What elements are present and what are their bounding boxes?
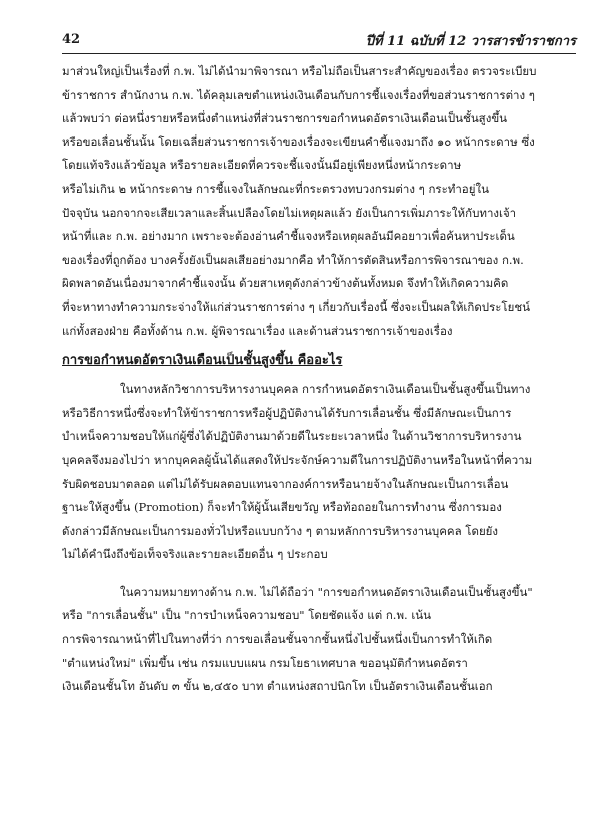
page-header — [0, 0, 600, 60]
text-line: ฐานะให้สูงขึ้น (Promotion) ก็จะทำให้ผู้นั้นเสียขวัญ หรือท้อถอยในการทำงาน ซึ่งการมอง — [62, 500, 502, 515]
text-line: บุคคลจึงมองไปว่า หากบุคคลผู้นั้นได้แสดงให้ประจักษ์ความดีในการปฏิบัติงานหรือในหน้าที่ความ — [62, 452, 533, 467]
running-head: ปีที่ 11 ฉบับที่ 12 วารสารข้าราชการ — [365, 34, 576, 49]
page-number: 42 — [62, 32, 81, 47]
text-line: การพิจารณาหน้าที่ไปในทางที่ว่า การขอเลื่อนชั้นจากชั้นหนึ่งไปชั้นหนึ่งเป็นการทำให้เกิด — [62, 632, 493, 647]
text-line: ไม่ได้คำนึงถึงข้อเท็จจริงและรายละเอียดอื่น ๆ ประกอบ — [62, 547, 328, 562]
text-line: รับผิดชอบมาตลอด แต่ไม่ได้รับผลตอบแทนจากองค์การหรือนายจ้างในลักษณะเป็นการเลื่อน — [62, 476, 509, 491]
page-body — [62, 60, 576, 699]
text-line: แล้วพบว่า ต่อหนึ่งรายหรือหนึ่งตำแหน่งที่ส่วนราชการขอกำหนดอัตราเงินเดือนเป็นชั้นสูงขึ้น — [62, 111, 508, 126]
text-line: ที่จะหาทางทำความกระจ่างให้แก่ส่วนราชการต่าง ๆ เกี่ยวกับเรื่องนี้ ซึ่งจะเป็นผลให้เกิดประโยชน์ — [62, 299, 531, 314]
text-line: ดังกล่าวมีลักษณะเป็นการมองทั่วไปหรือแบบกว้าง ๆ ตามหลักการบริหารงานบุคคล โดยยัง — [62, 523, 499, 538]
text-line: ปัจจุบัน นอกจากจะเสียเวลาและสิ้นเปลืองโดยไม่เหตุผลแล้ว ยังเป็นการเพิ่มภาระให้กับทางเจ้า — [62, 205, 517, 220]
text-line: หน้าที่และ ก.พ. อย่างมาก เพราะจะต้องอ่านคำชี้แจงหรือเหตุผลอันมีคอยาวเพื่อค้นหาประเด็น — [62, 229, 515, 244]
header-rule — [62, 53, 576, 54]
paragraph-gap — [62, 567, 576, 581]
text-line: ในทางหลักวิชาการบริหารงานบุคคล การกำหนดอัตราเงินเดือนเป็นชั้นสูงขึ้นเป็นทาง — [120, 382, 531, 397]
text-line: ของเรื่องที่ถูกต้อง บางครั้งยังเป็นผลเสียอย่างมากคือ ทำให้การตัดสินหรือการพิจารณาของ ก.พ. — [62, 252, 524, 267]
text-line: หรือ "การเลื่อนชั้น" เป็น "การบำเหน็จความชอบ" โดยชัดแจ้ง แต่ ก.พ. เน้น — [62, 608, 431, 623]
text-line: หรือไม่เกิน ๒ หน้ากระดาษ การชี้แจงในลักษณะที่กระตรวงทบวงกรมต่าง ๆ กระทำอยู่ใน — [62, 181, 489, 196]
text-line: แก่ทั้งสองฝ่าย คือทั้งด้าน ก.พ. ผู้พิจารณาเรื่อง และด้านส่วนราชการเจ้าของเรื่อง — [62, 323, 453, 338]
text-line: หรือขอเลื่อนชั้นนั้น โดยเฉลี่ยส่วนราชการเจ้าของเรื่องจะเขียนคำชี้แจงมาถึง ๑๐ หน้ากระดาษ ซึ่ง — [62, 134, 535, 149]
paragraph-1 — [62, 60, 576, 343]
paragraph-3 — [62, 581, 576, 699]
text-line: ข้าราชการ สำนักงาน ก.พ. ได้คลุมเลขตำแหน่งเงินเดือนกับการชี้แจงเรื่องที่ขอส่วนราชการต่าง ๆ — [62, 87, 535, 102]
text-line: หรือวิธีการหนึ่งซึ่งจะทำให้ข้าราชการหรือผู้ปฏิบัติงานได้รับการเลื่อนชั้น ซึ่งมีลักษณะเป็นการ — [62, 405, 512, 420]
text-line: "ตำแหน่งใหม่" เพิ่มขึ้น เช่น กรมแบบแผน กรมโยธาเทศบาล ขออนุมัติกำหนดอัตรา — [62, 655, 468, 670]
text-line: โดยแท้จริงแล้วข้อมูล หรือรายละเอียดที่ควรจะชี้แจงนั้นมีอยู่เพียงหนึ่งหน้ากระดาษ — [62, 158, 462, 173]
text-line: มาส่วนใหญ่เป็นเรื่องที่ ก.พ. ไม่ได้นำมาพิจารณา หรือไม่ถือเป็นสาระสำคัญของเรื่อง ตรวจระเบียบ — [62, 64, 537, 78]
text-line: บำเหน็จความชอบให้แก่ผู้ซึ่งได้ปฏิบัติงานมาด้วยดีในระยะเวลาหนึ่ง ในด้านวิชาการบริหารงาน — [62, 429, 522, 444]
section-heading: การขอกำหนดอัตราเงินเดือนเป็นชั้นสูงขึ้น คืออะไร — [62, 353, 343, 369]
text-line: ผิดพลาดอันเนื่องมาจากคำชี้แจงนั้น ด้วยสาเหตุดังกล่าวข้างต้นทั้งหมด จึงทำให้เกิดความคิด — [62, 276, 509, 291]
paragraph-2 — [62, 378, 576, 567]
text-line: เงินเดือนชั้นโท อันดับ ๓ ขั้น ๒,๔๕๐ บาท ตำแหน่งสถาปนิกโท เป็นอัตราเงินเดือนชั้นเอก — [62, 679, 493, 694]
text-line: ในความหมายทางด้าน ก.พ. ไม่ได้ถือว่า "การขอกำหนดอัตราเงินเดือนเป็นชั้นสูงขึ้น" — [120, 584, 533, 599]
